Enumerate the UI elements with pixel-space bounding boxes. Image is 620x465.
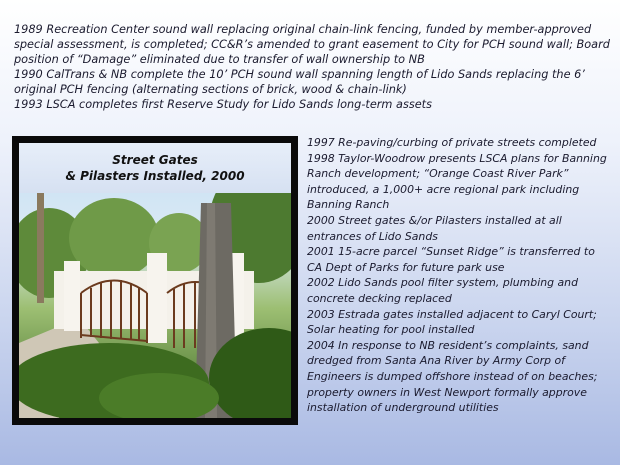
- right-timeline: [307, 135, 612, 416]
- timeline-entry-1989: 1989 Recreation Center sound wall replacing original chain-link fencing, funded by member-approved special assessment, is completed; CC&R’s amended to grant easement to City for PCH sound wall; Board position of “Damage” eliminated due to transfer of wall ownership to NB: [14, 23, 610, 66]
- timeline-entry-1997: 1997 Re-paving/curbing of private streets completed: [307, 136, 597, 149]
- timeline-entry-1998: 1998 Taylor-Woodrow presents LSCA plans for Banning Ranch development; “Orange Coast River Park” introduced, a 1,000+ acre regional park including Banning Ranch: [307, 151, 607, 212]
- timeline-entry-2001: 2001 15-acre parcel “Sunset Ridge” is transferred to CA Dept of Parks for future park use: [307, 245, 595, 274]
- street-gates-photo: [19, 143, 291, 418]
- photo-frame: [12, 136, 298, 425]
- timeline-entry-1990: 1990 CalTrans & NB complete the 10’ PCH sound wall spanning length of Lido Sands replacing the 6’ original PCH fencing (alternating sections of brick, wood & chain-link): [14, 68, 585, 96]
- timeline-entry-2000: 2000 Street gates &/or Pilasters installed at all entrances of Lido Sands: [307, 213, 562, 243]
- timeline-entry-2003: 2003 Estrada gates installed adjacent to Caryl Court; Solar heating for pool installed: [307, 307, 597, 337]
- timeline-entry-2004: 2004 In response to NB resident’s complaints, sand dredged from Santa Ana River by Army Corp of Engineers is dumped offshore instead of on beaches; property owners in West Newport formally approve installation of underground utilities: [307, 338, 598, 415]
- caption-line-1: Street Gates: [112, 153, 198, 167]
- timeline-entry-2002: 2002 Lido Sands pool filter system, plumbing and concrete decking replaced: [307, 276, 578, 305]
- timeline-entry-1993: 1993 LSCA completes first Reserve Study for Lido Sands long-term assets: [14, 98, 432, 111]
- photo-caption: [19, 143, 291, 193]
- top-timeline: [14, 22, 610, 112]
- caption-line-2: & Pilasters Installed, 2000: [65, 169, 245, 183]
